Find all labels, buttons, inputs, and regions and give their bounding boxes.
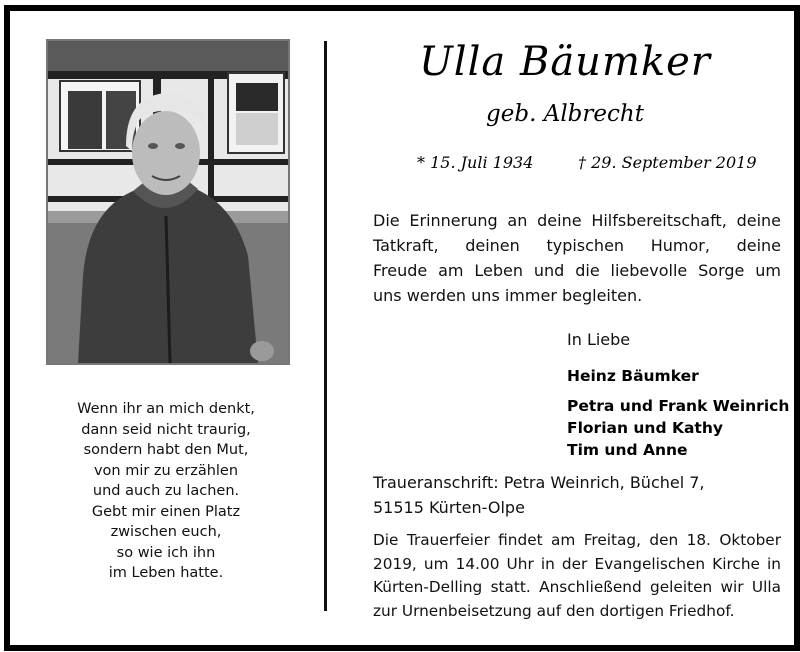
tribute-line: Freude am Leben und die liebevolle Sorge um xyxy=(373,261,781,280)
service-line: zur Urnenbeisetzung auf den dortigen Friedhof. xyxy=(373,601,735,620)
mourner-name: Florian und Kathy xyxy=(567,419,723,437)
address-line: Traueranschrift: Petra Weinrich, Büchel 7, xyxy=(373,473,705,492)
maiden-name: geb. Albrecht xyxy=(486,101,644,127)
service-line: Kürten-Delling statt. Anschließend geleiten wir Ulla xyxy=(373,578,781,596)
service-line: 2019, um 14.00 Uhr in der Evangelischen Kirche in xyxy=(373,554,781,573)
portrait-photo xyxy=(46,39,290,365)
mourning-address xyxy=(373,470,705,520)
death-date: † 29. September 2019 xyxy=(578,153,757,172)
birth-date: * 15. Juli 1934 xyxy=(417,153,534,172)
tribute-line: uns werden uns immer begleiten. xyxy=(373,286,643,305)
poem-line: zwischen euch, xyxy=(110,524,222,540)
poem xyxy=(46,399,286,584)
poem-line: und auch zu lachen. xyxy=(92,483,240,499)
mourner-name: Tim und Anne xyxy=(567,441,688,459)
poem-line: Gebt mir einen Platz xyxy=(91,503,241,520)
mourner-name: Petra und Frank Weinrich xyxy=(567,397,790,415)
tribute-line: Die Erinnerung an deine Hilfsbereitschaft, deine xyxy=(373,211,781,230)
vertical-divider xyxy=(324,41,327,611)
poem-line: Wenn ihr an mich denkt, xyxy=(77,401,255,417)
poem-line: dann seid nicht traurig, xyxy=(81,421,251,438)
signature-intro: In Liebe xyxy=(567,330,631,349)
poem-line: sondern habt den Mut, xyxy=(83,442,249,458)
tribute-text xyxy=(373,208,781,308)
poem-line: von mir zu erzählen xyxy=(93,462,239,479)
address-line: 51515 Kürten-Olpe xyxy=(373,498,525,517)
deceased-name: Ulla Bäumker xyxy=(419,39,711,85)
obituary-notice xyxy=(4,5,800,651)
mourner-name: Heinz Bäumker xyxy=(567,367,699,385)
service-details xyxy=(373,529,781,623)
tribute-line: Tatkraft, deinen typischen Humor, deine xyxy=(373,236,781,255)
portrait-image xyxy=(48,41,288,363)
poem-line: im Leben hatte. xyxy=(108,565,224,581)
poem-line: so wie ich ihn xyxy=(116,544,216,561)
service-line: Die Trauerfeier findet am Freitag, den 18. Oktober xyxy=(373,531,781,549)
